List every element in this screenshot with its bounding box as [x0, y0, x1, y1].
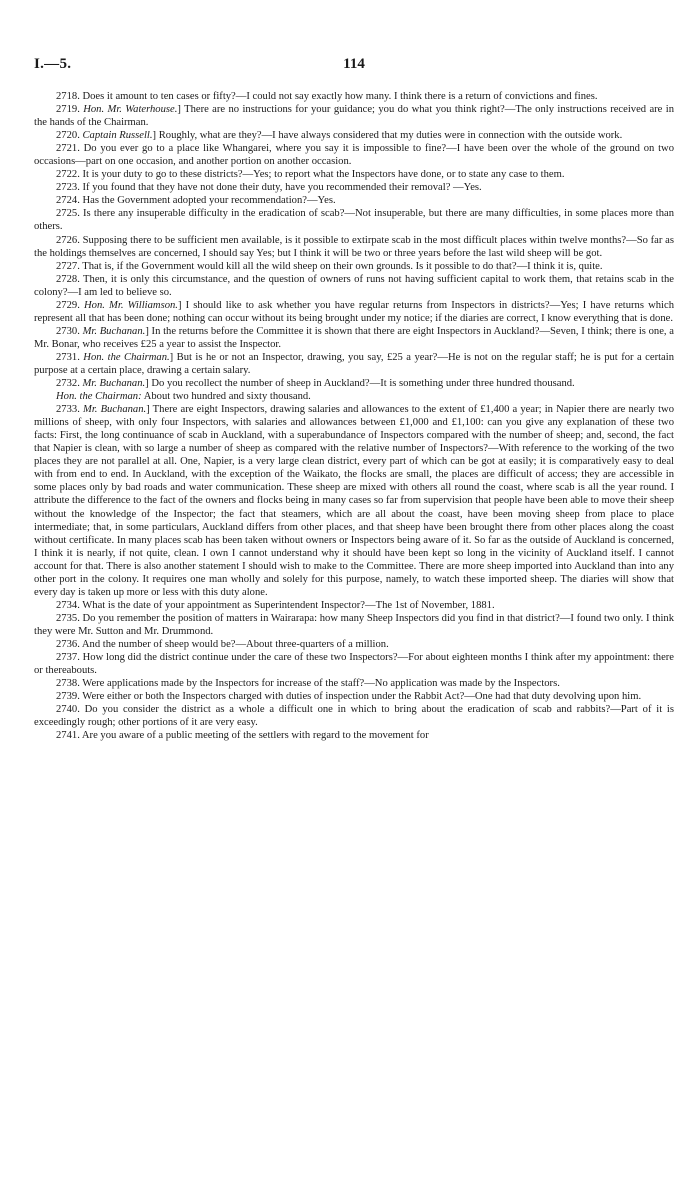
minutes-paragraph [34, 377, 674, 390]
minutes-paragraph: 2741. Are you aware of a public meeting of the settlers with regard to the movement for [56, 730, 429, 742]
minutes-paragraph: 2724. Has the Government adopted your recommendation?—Yes. [56, 195, 336, 207]
paragraph-text: ] There are no instructions for your guidance; you do what you think right?—The only instructions received are in the hands of the Chairman. [34, 104, 674, 129]
minutes-paragraph: 2734. What is the date of your appointment as Superintendent Inspector?—The 1st of November, 1881. [56, 599, 495, 611]
minutes-paragraph: 2737. How long did the district continue under the care of these two Inspectors?—For about eighteen months I think after my appointment: there or thereabouts. [34, 652, 674, 677]
minutes-paragraph [34, 325, 674, 351]
speaker-name: Hon. the Chairman. [83, 351, 170, 363]
minutes-paragraph [34, 299, 674, 325]
minutes-paragraph: 2728. Then, it is only this circumstance, and the question of owners of runs not having sufficient capital to work them, that retains scab in the colony?—I am led to believe so. [34, 273, 674, 298]
minutes-paragraph: 2740. Do you consider the district as a whole a difficult one in which to bring about the eradication of scab and rabbits?—Part of it is exceedingly rough; other portions of it are very easy. [34, 704, 674, 729]
minutes-paragraph: 2725. Is there any insuperable difficulty in the eradication of scab?—Not insuperable, but there are many difficulties, in some places more than others. [34, 208, 674, 233]
paragraph-text: ] I should like to ask whether you have regular returns from Inspectors in districts?—Yes; I have returns which represent all that has been done; nothing can occur without its being brought under my notice; if the diaries are correct, I know everything that is done. [34, 299, 675, 324]
minutes-paragraph [34, 390, 674, 403]
minutes-paragraph [34, 351, 674, 377]
minutes-paragraph: 2736. And the number of sheep would be?—About three-quarters of a million. [56, 638, 389, 650]
speaker-name: Hon. Mr. Williamson. [84, 299, 178, 311]
question-number: 2731. [56, 351, 84, 363]
minutes-paragraph: 2738. Were applications made by the Inspectors for increase of the staff?—No application was made by the Inspectors. [56, 678, 560, 690]
speaker-name: Hon. Mr. Waterhouse. [83, 104, 178, 116]
paragraph-text: ] In the returns before the Committee it is shown that there are eight Inspectors in Auckland?—Seven, I think; there is one, a Mr. Bonar, who receives £25 a year to assist the Inspector. [34, 325, 674, 350]
minutes-paragraph: 2721. Do you ever go to a place like Whangarei, where you say it is impossible to fine?—I have been over the whole of the ground on two occasions—part on one occasion, and another portion on another occasion. [34, 143, 674, 168]
page-header [34, 56, 674, 82]
minutes-paragraph [34, 403, 674, 599]
paragraph-text: About two hundred and sixty thousand. [141, 391, 311, 403]
question-number: 2733. [56, 404, 83, 416]
minutes-paragraph: 2735. Do you remember the position of matters in Wairarapa: how many Sheep Inspectors did you find in that district?—I found two only. I think they were Mr. Sutton and Mr. Drummond. [34, 612, 674, 637]
minutes-paragraph: 2718. Does it amount to ten cases or fifty?—I could not say exactly how many. I think there is a return of convictions and fines. [56, 91, 598, 102]
speaker-name: Mr. Buchanan. [82, 378, 146, 390]
minutes-paragraph [34, 129, 674, 142]
speaker-name: Mr. Buchanan. [82, 325, 146, 337]
question-number: 2720. [56, 130, 83, 142]
speaker-name: Hon. the Chairman: [56, 391, 142, 403]
speaker-name: Captain Russell. [82, 130, 153, 142]
paragraph-text: ] Roughly, what are they?—I have always considered that my duties were in connection with the outside work. [152, 130, 623, 142]
minutes-paragraph: 2722. It is your duty to go to these districts?—Yes; to report what the Inspectors have done, or to state any case to them. [56, 169, 565, 181]
speaker-name: Mr. Buchanan. [83, 404, 147, 416]
paragraph-text: ] Do you recollect the number of sheep in Auckland?—It is something under three hundred thousand. [145, 378, 575, 390]
question-number: 2732. [56, 378, 83, 390]
minutes-body [34, 90, 674, 742]
minutes-paragraph: 2727. That is, if the Government would kill all the wild sheep on their own grounds. Is it possible to do that?—I think it is, quite. [56, 260, 603, 272]
report-reference: I.—5. [34, 56, 72, 72]
minutes-paragraph: 2723. If you found that they have not done their duty, have you recommended their removal? —Yes. [56, 182, 482, 194]
question-number: 2729. [56, 299, 84, 311]
minutes-paragraph [34, 103, 674, 129]
question-number: 2730. [56, 325, 83, 337]
minutes-paragraph: 2739. Were either or both the Inspectors charged with duties of inspection under the Rabbit Act?—One had that duty devolving upon him. [56, 691, 642, 703]
paragraph-text: ] There are eight Inspectors, drawing salaries and allowances to the extent of £1,400 a year; in Napier there are nearly two millions of sheep, with only four Inspectors, with salaries and allowances between £1,000 and £1,100: can you give any explanation of these two facts: First, the long continuance of scab in Auckland, with a superabundance of Inspectors compared with the number of sheep; and, second, the fact that Napier is clean, with so large a number of sheep as compared with the relative number of Inspectors?—With reference to the working of the two places they are not parallel at all. One, Napier, is a very large clean district, every part of which can be got at easily; it is comparatively easy to deal with from end to end. In Auckland, with the exception of the Waikato, the flocks are small, the places are difficult of access; they are accessible in some places only by bad roads and water communication. These sheep are mixed with others all round the coast, where scab is all the year round. I attribute the difference to the fact of the owners and flocks being in many cases so far from supervision that people have been able to move their sheep without the knowledge of the Inspector; the fact that steamers, which are all about the coast, have been moving sheep from place to place intermediate; that, in some particulars, Auckland differs from other places, and that sheep have been brought there from other places along the coast without certificate. In many places scab has been taken without owners or Inspectors being aware of it. So far as the outside of Auckland is concerned, I think it is nearly, if not quite, clean. I own I cannot understand why it should have been kept so long in the vicinity of Auckland itself. I cannot account for that. There is also another statement I should wish to make to the Committee. There are more sheep imported into Auckland than into any other port in the colony. It requires one man wholly and solely for this purpose, namely, to watch these imported sheep. The diaries will show that every day is taken up more or less with this duty alone. [34, 404, 675, 598]
page-number: 114 [343, 56, 365, 72]
document-page [34, 56, 674, 742]
minutes-paragraph: 2726. Supposing there to be sufficient men available, is it possible to extirpate scab in the most difficult places within twelve months?—So far as the holdings themselves are concerned, I should say Yes; but I think it will be two or three years before the last wild sheep will be got. [34, 234, 674, 259]
question-number: 2719. [56, 104, 84, 116]
paragraph-text: ] But is he or not an Inspector, drawing, you say, £25 a year?—He is not on the regular staff; he is put for a certain purpose at a certain place, drawing a certain salary. [34, 351, 675, 376]
